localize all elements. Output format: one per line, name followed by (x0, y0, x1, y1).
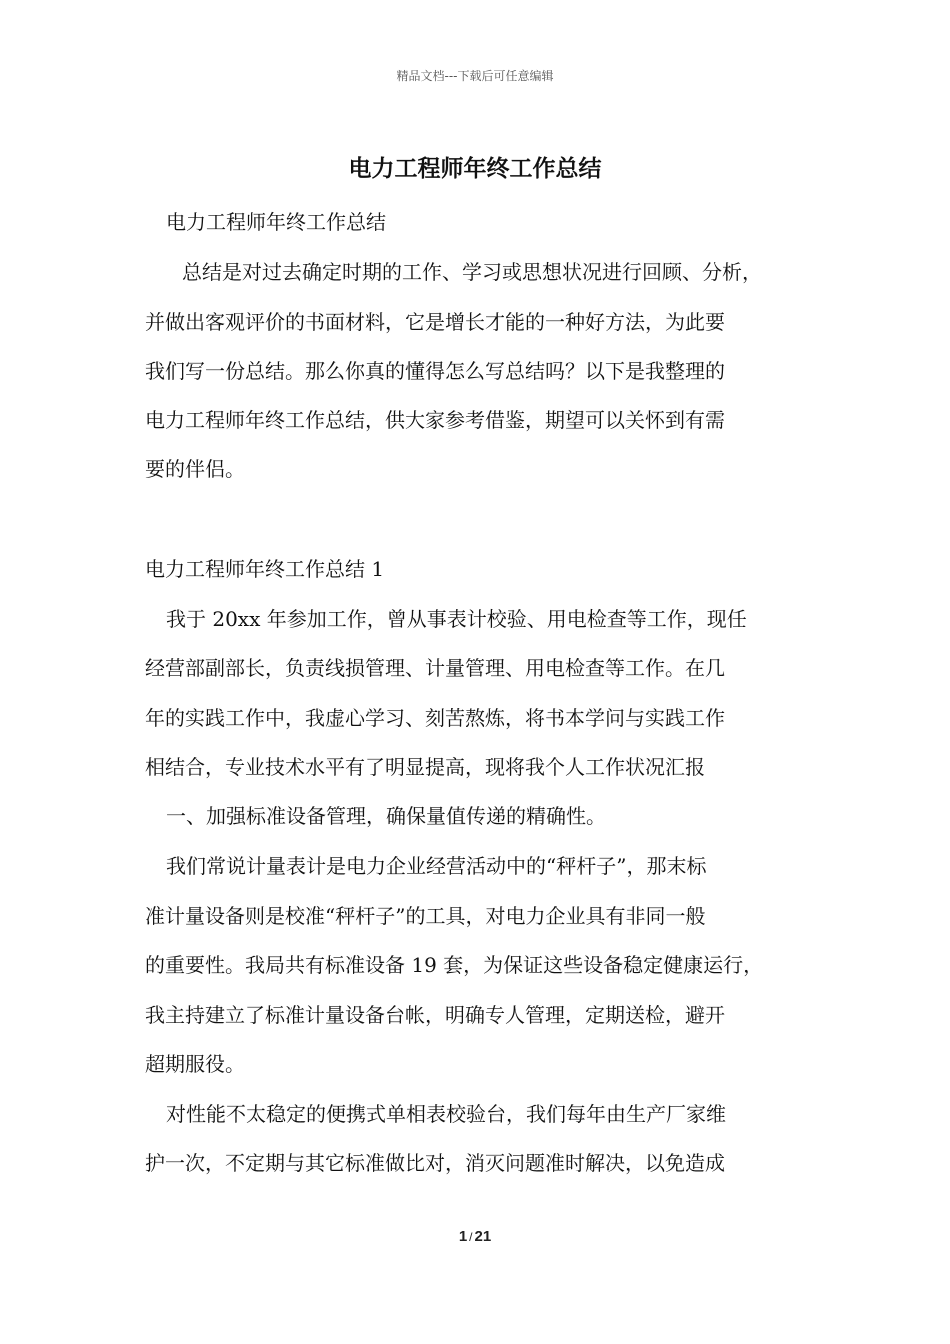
header-note: 精品文档---下载后可任意编辑 (396, 69, 554, 83)
page-separator: / (469, 1230, 473, 1244)
document-title: 电力工程师年终工作总结 (348, 156, 602, 182)
page-number (0, 1228, 950, 1245)
paragraph-line: 超期服役。 (145, 1052, 245, 1076)
paragraph-line: 相结合，专业技术水平有了明显提高，现将我个人工作状况汇报 (145, 755, 705, 779)
paragraph-line: 电力工程师年终工作总结，供大家参考借鉴，期望可以关怀到有需 (145, 408, 725, 432)
paragraph-line: 我主持建立了标准计量设备台帐，明确专人管理，定期送检，避开 (145, 1003, 725, 1027)
paragraph-line: 的重要性。我局共有标准设备 19 套，为保证这些设备稳定健康运行， (145, 953, 764, 977)
section-heading: 电力工程师年终工作总结 1 (145, 557, 385, 581)
paragraph-line: 总结是对过去确定时期的工作、学习或思想状况进行回顾、分析， (182, 260, 762, 284)
page-total: 21 (474, 1228, 492, 1245)
paragraph-line: 准计量设备则是校准“秤杆子”的工具，对电力企业具有非同一般 (145, 904, 706, 928)
paragraph-line: 我们常说计量表计是电力企业经营活动中的“秤杆子”，那末标 (166, 854, 707, 878)
subtitle-line: 电力工程师年终工作总结 (166, 210, 386, 234)
paragraph-line: 并做出客观评价的书面材料，它是增长才能的一种好方法，为此要 (145, 310, 725, 334)
paragraph-line: 对性能不太稳定的便携式单相表校验台，我们每年由生产厂家维 (166, 1102, 726, 1126)
paragraph-line: 我于 20xx 年参加工作，曾从事表计校验、用电检查等工作，现任 (166, 607, 747, 631)
page-current: 1 (458, 1228, 468, 1245)
paragraph-line: 要的伴侣。 (145, 457, 245, 481)
subsection-heading: 一、加强标准设备管理，确保量值传递的精确性。 (166, 804, 606, 828)
paragraph-line: 护一次，不定期与其它标准做比对，消灭问题准时解决，以免造成 (145, 1151, 725, 1175)
paragraph-line: 经营部副部长，负责线损管理、计量管理、用电检查等工作。在几 (145, 656, 725, 680)
paragraph-line: 我们写一份总结。那么你真的懂得怎么写总结吗？以下是我整理的 (145, 359, 725, 383)
paragraph-line: 年的实践工作中，我虚心学习、刻苦熬炼，将书本学问与实践工作 (145, 706, 725, 730)
